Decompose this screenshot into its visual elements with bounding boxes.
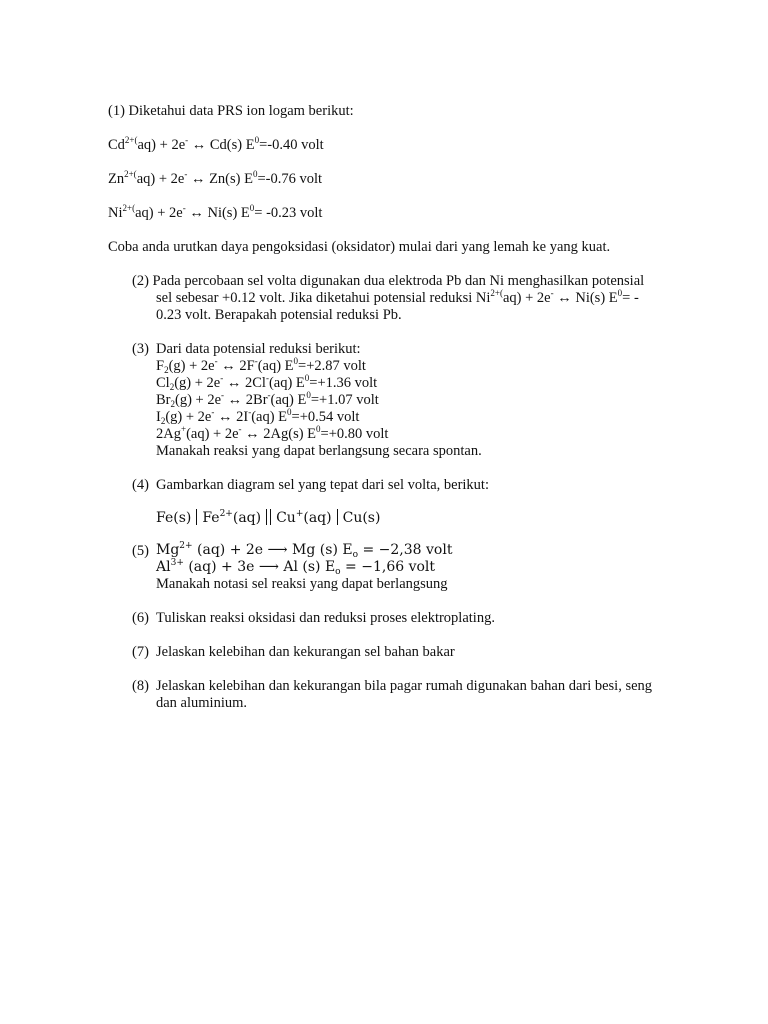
q4-title: Gambarkan diagram sel yang tepat dari sel volta, berikut: (156, 477, 489, 493)
q1-question: Coba anda urutkan daya pengoksidasi (oksidator) mulai dari yang lemah ke yang kuat. (108, 239, 611, 255)
phase-boundary (196, 509, 197, 525)
q2-line-1: (2) Pada percobaan sel volta digunakan dua elektroda Pb dan Ni menghasilkan potensial (132, 273, 645, 289)
q1-title: (1) Diketahui data PRS ion logam berikut: (108, 103, 354, 119)
q3-reaction-ag: 2Ag+(aq) + 2e- ↔ 2Ag(s) $E^0=+0.80$ volt (156, 424, 389, 442)
q2-line-3: 0.23 volt. Berapakah potensial reduksi Pb. (156, 307, 402, 323)
q3-reaction-br2: $Br_2(g) + 2e^-$ ↔ 2Br-(aq) $E^0=+1.07$ volt (156, 390, 379, 409)
salt-bridge (266, 509, 271, 525)
q5-number: (5) (132, 543, 149, 559)
q7-number: (7) (132, 644, 149, 660)
q4-cell-diagram: Fe(s) $Fe^{2+}(aq)$ Cu+(aq) Cu(s) (156, 509, 381, 526)
phase-boundary (337, 509, 338, 525)
q4-number: (4) (132, 477, 149, 493)
q5-reaction-mg: $Mg^{2+}$ (aq) + 2e ⟶ Mg (s) $E_o = -2,38$ volt (156, 541, 453, 560)
q8-number: (8) (132, 678, 149, 694)
q7-text: Jelaskan kelebihan dan kekurangan sel bahan bakar (156, 644, 455, 660)
q8-line-1: Jelaskan kelebihan dan kekurangan bila pagar rumah digunakan bahan dari besi, seng (156, 678, 653, 694)
q8-line-2: dan aluminium. (156, 695, 248, 711)
q3-number: (3) (132, 341, 149, 357)
q6-text: Tuliskan reaksi oksidasi dan reduksi proses elektroplating. (156, 610, 495, 626)
q5-question: Manakah notasi sel reaksi yang dapat berlangsung (156, 576, 448, 592)
q5-reaction-al: $Al^{3+}$ (aq) + 3e ⟶ Al (s) $E_o = -1,66$ volt (156, 558, 436, 577)
q1-equation-zn: $Zn^{2+(}aq) + 2e^-$ ↔ Zn(s) $E^0=-0.76$ volt (108, 169, 323, 187)
q2-line-2: sel sebesar +0.12 volt. Jika diketahui potensial reduksi $Ni^{2+(}aq) + 2e^-$ ↔ Ni(s) $E^0=$ - (156, 288, 639, 306)
q3-reaction-cl2: $Cl_2(g) + 2e^-$ ↔ 2Cl-(aq) $E^0=+1.36$ volt (156, 373, 378, 392)
q3-title: Dari data potensial reduksi berikut: (156, 341, 361, 357)
q1-equation-ni: $Ni^{2+(}aq) + 2e^-$ ↔ Ni(s) $E^0= -0.23$ volt (108, 203, 323, 221)
q6-number: (6) (132, 610, 149, 626)
q3-question: Manakah reaksi yang dapat berlangsung secara spontan. (156, 443, 482, 459)
q3-reaction-f2: $F_2(g) + 2e^-$ ↔ 2F-(aq) $E^0=+2.87$ volt (156, 356, 366, 375)
q3-reaction-i2: $I_2(g) + 2e^-$ ↔ 2I-(aq) $E^0=+0.54$ volt (156, 407, 360, 426)
q1-equation-cd: $Cd^{2+(}aq) + 2e^-$ ↔ Cd(s) $E^0=-0.40$ volt (108, 135, 324, 153)
